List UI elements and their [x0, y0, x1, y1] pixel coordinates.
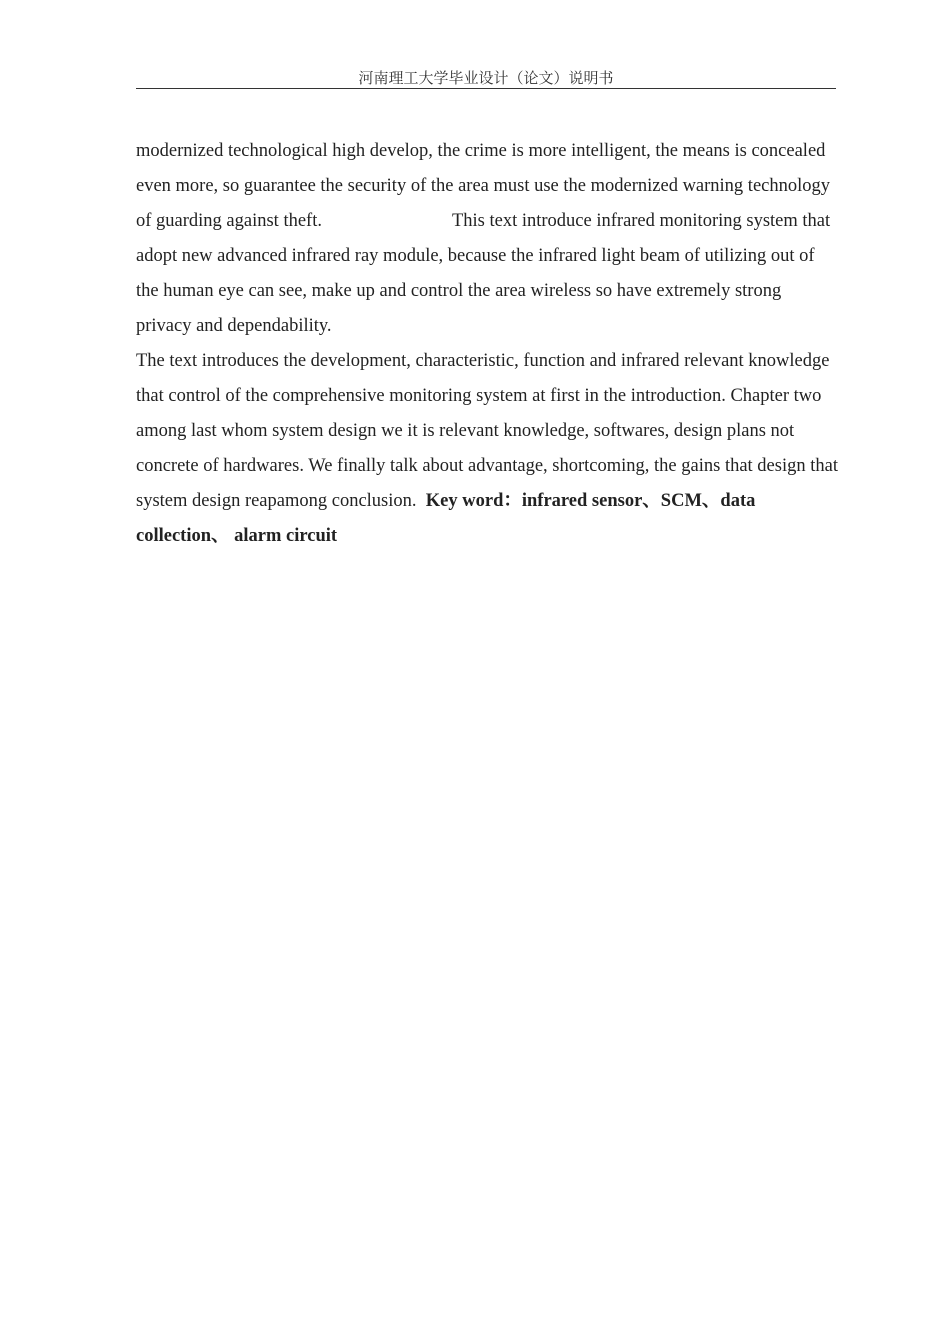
keywords-label: Key word：	[425, 491, 522, 511]
keyword-item: infrared sensor、	[521, 491, 661, 511]
abstract-paragraph-1	[136, 134, 838, 344]
running-header: 河南理工大学毕业设计（论文）说明书	[136, 68, 836, 89]
abstract-paragraph-2-text: The text introduces the development, characteristic, function and infrared relevant knowledge that control of the comprehensive monitoring system at first in the introduction. Chapter two among last whom system design we it is relevant knowledge, softwares, design plans not concrete of hardwares. We finally talk about advantage, shortcoming, the gains that design that system design reapamong conclusion.	[136, 351, 838, 511]
abstract-paragraph-1-part-2: This text introduce infrared monitoring system that adopt new advanced infrared ray module, because the infrared light beam of utilizing out of the human eye can see, make up and control the area wireless so have extremely strong privacy and dependability.	[136, 211, 831, 336]
keyword-item: data collection、	[136, 491, 756, 546]
abstract-body	[136, 134, 838, 554]
abstract-paragraph-2	[136, 344, 838, 554]
keyword-item: alarm circuit	[234, 526, 338, 546]
abstract-paragraph-1-part-1: modernized technological high develop, the crime is more intelligent, the means is concealed even more, so guarantee the security of the area must use the modernized warning technology of guarding against theft.	[136, 141, 831, 231]
keyword-item: SCM、	[660, 491, 721, 511]
